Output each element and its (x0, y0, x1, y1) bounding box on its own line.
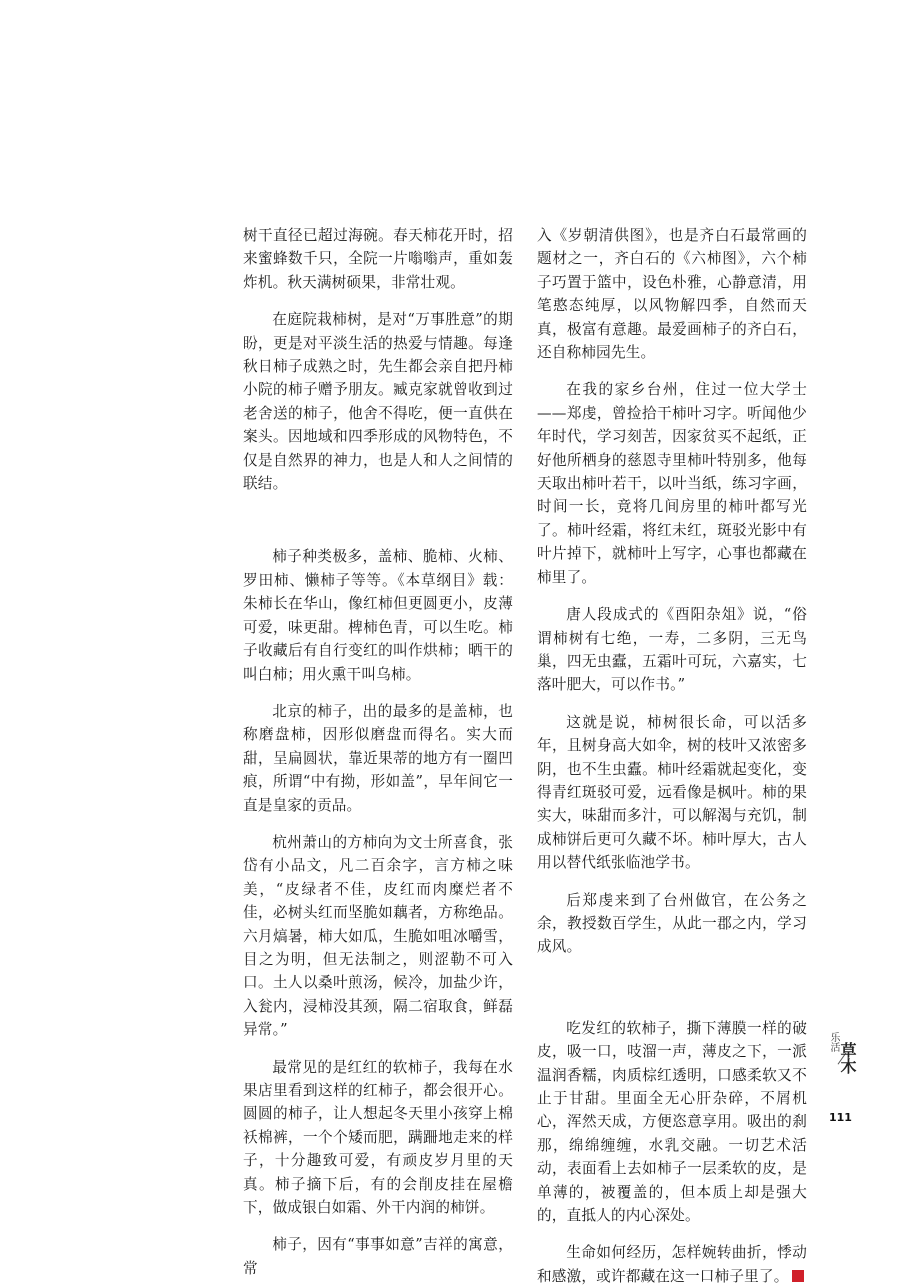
paragraph: 这就是说，柿树很长命，可以活多年，且树身高大如伞，树的枝叶又浓密多阴，也不生虫蠹。柿叶经霜就起变化，变得青红斑驳可爱，远看像是枫叶。柿的果实大，味甜而多汁，可以解渴与充饥，制成柿饼后更可久藏不坏。柿叶厚大，古人用以替代纸张临池学书。 (537, 713, 807, 872)
paragraph: 柿子种类极多，盖柿、脆柿、火柿、罗田柿、懒柿子等等。《本草纲目》载：朱柿长在华山，像红柿但更圆更小，皮薄可爱，味更甜。椑柿色青，可以生吃。柿子收藏后有自行变红的叫作烘柿；晒干的叫白柿；用火熏干叫乌柿。 (243, 548, 513, 683)
paragraph: 在我的家乡台州，住过一位大学士——郑虔，曾捡拾干柿叶习字。听闻他少年时代，学习刻苦，因家贫买不起纸，正好他所栖身的慈恩寺里柿叶特别多，他每天取出柿叶若干，以叶当纸，练习字画，时间一长，竟将几间房里的柿叶都写光了。柿叶经霜，将红未红，斑驳光影中有叶片掉下，就柿叶上写字，心事也都藏在柿里了。 (537, 381, 807, 586)
paragraph: 树干直径已超过海碗。春天柿花开时，招来蜜蜂数千只，全院一片嗡嗡声，重如轰炸机。秋天满树硕果，非常壮观。 (243, 227, 513, 291)
paragraph: 吃发红的软柿子，撕下薄膜一样的破皮，吸一口，吱溜一声，薄皮之下，一派温润香糯，肉质棕红透明，口感柔软又不止于甘甜。里面全无心肝杂碎，不屑机心，浑然天成，方便恣意享用。吸出的刹那，绵绵缠缠，水乳交融。一切艺术活动，表面看上去如柿子一层柔软的皮，是单薄的，被覆盖的，但本质上却是强大的，直抵人的内心深处。 (537, 1019, 807, 1225)
right-column (537, 224, 807, 1288)
section-title: 草木 (838, 1042, 857, 1074)
paragraph: 唐人段成式的《酉阳杂俎》说，“俗谓柿树有七绝，一寿，二多阴，三无鸟巢，四无虫蠹，五霜叶可玩，六嘉实，七落叶肥大，可以作书。” (537, 606, 807, 694)
paragraph: 入《岁朝清供图》，也是齐白石最常画的题材之一，齐白石的《六柿图》，六个柿子巧置于篮中，设色朴雅，心静意清，用笔憨态纯厚，以风物解四季，自然而天真，极富有意趣。最爱画柿子的齐白石，还自称柿园先生。 (537, 227, 807, 362)
left-column (243, 224, 513, 1280)
paragraph: 最常见的是红红的软柿子，我每在水果店里看到这样的红柿子，都会很开心。圆圆的柿子，让人想起冬天里小孩穿上棉袄棉裤，一个个矮而肥，蹒跚地走来的样子，十分趣致可爱，有顽皮岁月里的天真。柿子摘下后，有的会削皮挂在屋檐下，做成银白如霜、外干内润的柿饼。 (243, 1058, 513, 1217)
final-paragraph (537, 1241, 807, 1288)
end-mark-icon (792, 1270, 804, 1282)
paragraph: 北京的柿子，出的最多的是盖柿，也称磨盘柿，因形似磨盘而得名。实大而甜，呈扁圆状，靠近果蒂的地方有一圈凹痕，所谓“中有拗，形如盖”，早年间它一直是皇家的贡品。 (243, 702, 513, 814)
paragraph: 在庭院栽柿树，是对“万事胜意”的期盼，更是对平淡生活的热爱与情趣。每逢秋日柿子成熟之时，先生都会亲自把丹柿小院的柿子赠予朋友。臧克家就曾收到过老舍送的柿子，他舍不得吃，便一直供在案头。因地域和四季形成的风物特色，不仅是自然界的神力，也是人和人之间情的联结。 (243, 311, 513, 493)
final-paragraph-text: 生命如何经历，怎样婉转曲折，悸动和感激，或许都藏在这一口柿子里了。 (537, 1244, 807, 1285)
paragraph: 柿子，因有“事事如意”吉祥的寓意，常 (243, 1236, 513, 1277)
paragraph: 杭州萧山的方柿向为文士所喜食，张岱有小品文，凡二百余字，言方柿之味美，“皮绿者不佳，皮红而肉糜烂者不佳，必树头红而坚脆如藕者，方称绝品。六月熇暑，柿大如瓜，生脆如咀冰嚼雪，目之为明，但无法制之，则涩勒不可入口。土人以桑叶煎汤，候冷，加盐少许，入瓮内，浸柿没其颈，隔二宿取食，鲜磊异常。” (243, 833, 513, 1039)
running-head (823, 1032, 863, 1092)
page-number: 111 (829, 1111, 852, 1124)
paragraph: 后郑虔来到了台州做官，在公务之余，教授数百学生，从此一郡之内，学习成风。 (537, 891, 807, 956)
section-subtitle: 乐活 (828, 1032, 839, 1052)
